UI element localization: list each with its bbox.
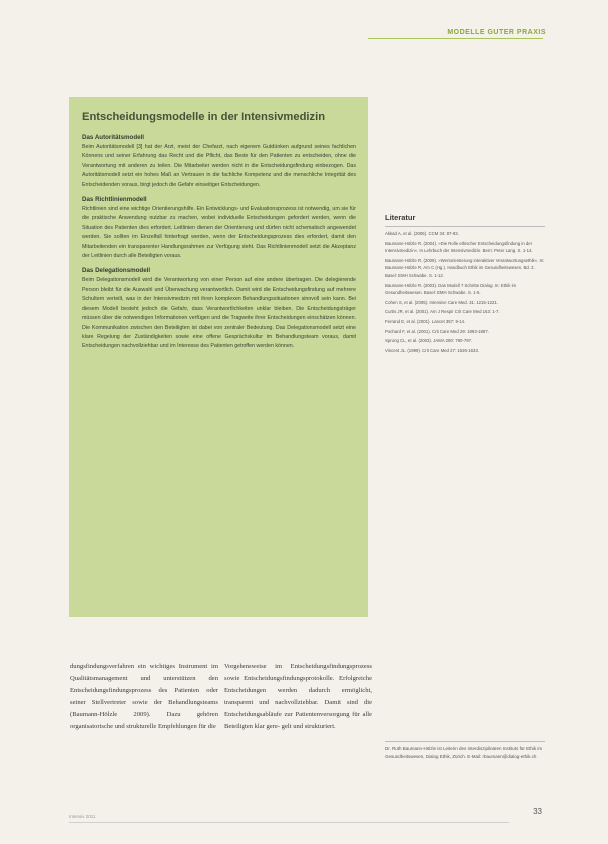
literature-entry: Vincent JL. (1999). Crit Care Med 27: 1626-1633.: [385, 347, 480, 353]
author-note: [385, 741, 545, 761]
literature-entry: Baumann-Hölzle R. (2004). »Die Rolle ethischer Entscheidungsfindung in der Intensivmedizin«. In Lehrbuch der Intensivmedizin. Bern: Peter Lang. S. 1-14.: [385, 240, 533, 254]
section-heading-delegation: Das Delegationsmodell: [82, 267, 151, 275]
section-heading-richtlinien: Das Richtlinienmodell: [82, 196, 147, 204]
literature-entry: Baumann-Hölzle R. (2009). »Wertorientierung interaktiver Verantwortungsethik«. In: Baumann-Hölzle R, Arn C (Hg.). Handbuch Ethik im Gesundheitswesen. Bd. 2. Basel: EMH Schwabe. S. 1-12.: [385, 257, 545, 278]
literature-entry: Baumann-Hölzle R. (2003). Das Modell 7 Schritte Dialog. In: Ethik im Gesundheitswesen. Basel: EMH Schwabe. S. 1-5.: [385, 282, 517, 296]
literature-heading: Literatur: [385, 213, 416, 222]
literature-entry: Cohen S, et al. (2005). Intensive Care Med. 31: 1215-1221.: [385, 299, 498, 305]
author-rule: [385, 741, 545, 742]
footer-rule: [69, 822, 509, 823]
section-heading-autoritaet: Das Autoritätsmodell: [82, 134, 144, 141]
body-column-left: dungsfindungsverfahren ein wichtiges Instrument im Qualitätsmanagement und unterstützen den Entscheidungsfindungsprozess des Patienten oder seiner Stellvertreter sowie der Behandlungsteams (Baumann-Hölzle 2009). Dazu gehören organisatorische und strukturelle Empfehlungen für die: [70, 663, 218, 730]
box-title: Entscheidungsmodelle in der Intensivmedizin: [82, 111, 326, 123]
literature-entry: Pochard F, et al. (2001). Crit Care Med 29: 1893-1897.: [385, 328, 489, 334]
section-label: MODELLE GUTER PRAXIS: [447, 29, 546, 36]
footer-journal: Intensiv 2011: [69, 814, 96, 819]
literature-entry: Curtis JR, et al. (2001). Am J Respir Crit Care Med 163: 1-7.: [385, 309, 500, 315]
literature-rule: [385, 226, 545, 227]
info-box: [69, 97, 368, 617]
author-text: Dr. Ruth Baumann-Hölzle ist Leiterin des Interdisziplinären Instituts für Ethik im Gesundheitswesen, Dialog Ethik, Zürich. E-Mail: rbaumann@dialog-ethik.ch: [385, 746, 543, 759]
section-text-delegation: Beim Delegationsmodell wird die Verantwortung von einer Person auf eine andere übertragen. Die delegierende Person bleibt für die Auswahl und Überwachung verantwortlich. Damit wird die Entscheidungsfindung auf mehrere Schultern verteilt, was in der Intensivmedizin mit ihren komplexen Behandlungssituationen sinnvoll sein kann. Bei diesem Modell besteht jedoch die Gefahr, dass Verantwortlichkeiten unklar bleiben. Die Entscheidungsträger müssen über die notwendigen Informationen verfügen und die Tragweite ihrer Entscheidungen einschätzen können. Die Kommunikation zwischen den Beteiligten ist dabei von zentraler Bedeutung. Das Delegationsmodell setzt eine klare Regelung der Zuständigkeiten sowie eine offene Gesprächskultur im Behandlungsteam voraus, damit Entscheidungen nachvollziehbar und im Interesse des Patienten getroffen werden können.: [82, 277, 356, 350]
literature-entry: Akkad A, et al. (2006). CCM 34: 87-93.: [385, 231, 459, 236]
literature: [385, 213, 545, 356]
literature-entry: Sprung CL, et al. (2003). JAMA 290: 790-797.: [385, 338, 473, 344]
section-text-autoritaet: Beim Autoritätsmodell [3] hat der Arzt, meist der Chefarzt, nach eigenem Gutdünken aufgrund seines fachlichen Könnens und seiner Erfahrung das Recht und die Pflicht, das Beste für den Patienten zu entscheiden, ohne die Verantwortung mit anderen zu teilen. Die Mitarbeiter werden nicht in die Entscheidungsfindung einbezogen. Das Autoritätsmodell setzt ein hohes Maß an Vertrauen in die fachliche Kompetenz und die menschliche Integrität des Entscheidenden voraus, birgt jedoch die Gefahr einseitiger Entscheidungen.: [82, 144, 356, 188]
literature-entry: Ferrand E, et al. (2001). Lancet 357: 9-14.: [385, 318, 466, 324]
page-number: 33: [533, 807, 542, 816]
section-text-richtlinien: Richtlinien sind eine wichtige Orientierungshilfe. Ein Entwicklungs- und Evaluationsprozess ist notwendig, um sie für die praktische Anwendung nutzbar zu machen, wobei individuelle Entscheidungen gefordert werden, wenn die Situation des Patienten dies erfordert. Leitlinien dienen der Orientierung und dürfen nicht schematisch angewendet werden. Sie sollten im Einzelfall hinterfragt werden, wenn der Entscheidungsprozess dies erfordert, damit den Mitarbeitenden ein transparenter Handlungsrahmen zur Verfügung steht. Das Richtlinienmodell setzt die Akzeptanz der Leitlinien durch alle Beteiligten voraus.: [82, 206, 356, 260]
body-column-right: Vorgehensweise im Entscheidungsfindungsprozess sowie Entscheidungsfindungsprotokolle. Erfolgreiche Entscheidungen werden dadurch ermöglicht, transparent und nachvollziehbar. Damit sind die Entscheidungsabläufe zur Patientenversorgung für alle Beteiligten klar gere- gelt und strukturiert.: [224, 663, 372, 730]
header-rule: [368, 38, 543, 39]
